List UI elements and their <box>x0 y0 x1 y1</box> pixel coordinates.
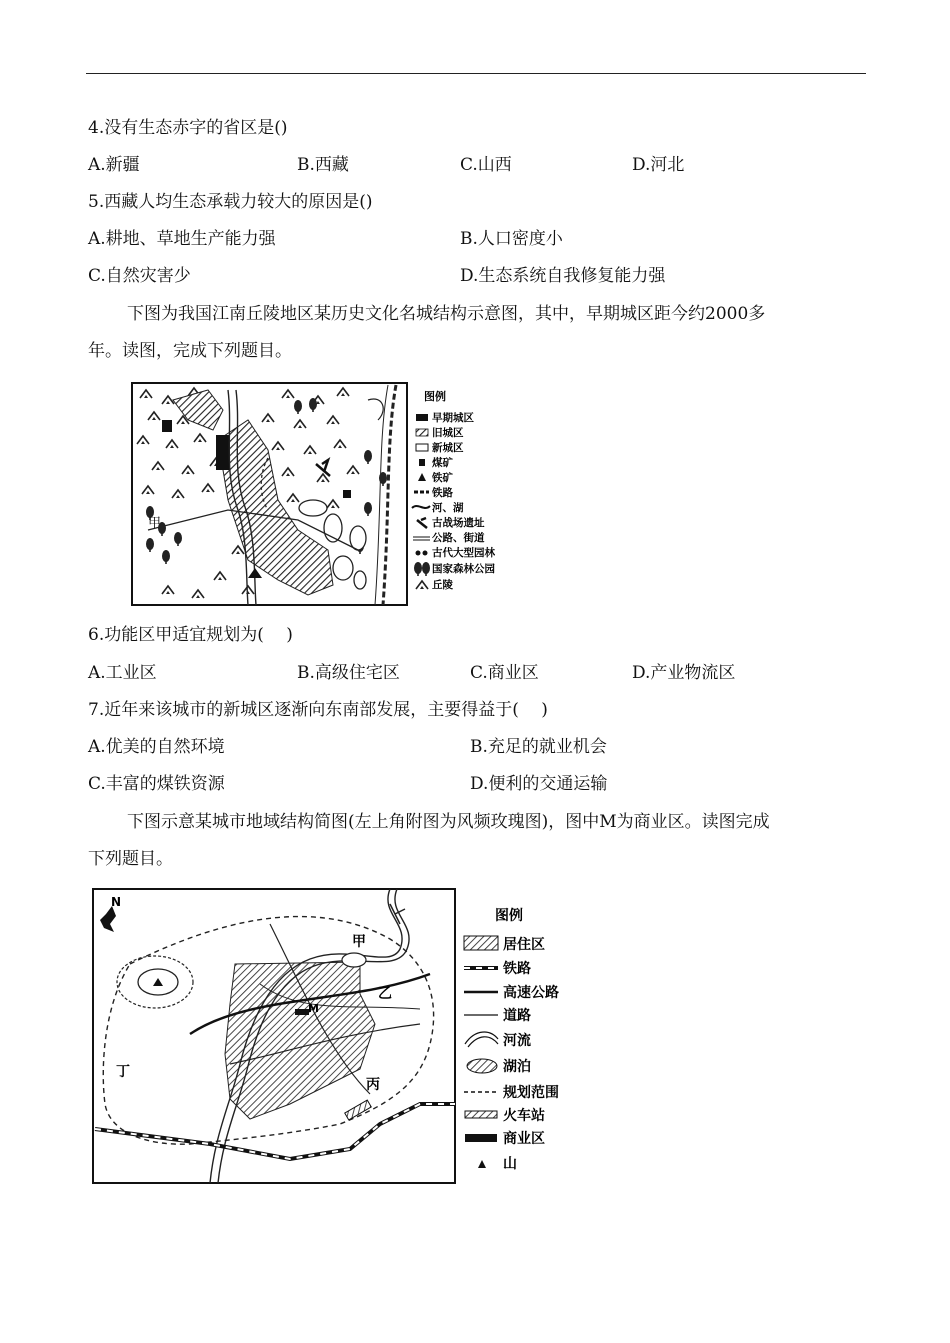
svg-text:山: 山 <box>503 1156 517 1172</box>
q4-option-c: C.山西 <box>460 155 512 175</box>
svg-text:煤矿: 煤矿 <box>432 457 453 469</box>
q7-option-a: A.优美的自然环境 <box>88 737 225 757</box>
early-city-area <box>216 435 230 470</box>
svg-text:商业区: 商业区 <box>503 1131 545 1147</box>
svg-text:河流: 河流 <box>503 1033 531 1049</box>
q4-option-d: D.河北 <box>632 155 685 175</box>
q7-option-d: D.便利的交通运输 <box>470 774 608 794</box>
svg-text:道路: 道路 <box>503 1008 531 1024</box>
map2-label-yi: 乙 <box>378 986 392 1002</box>
map1-legend <box>412 411 495 591</box>
q6-stem: 6.功能区甲适宜规划为( ) <box>88 625 293 645</box>
svg-text:古战场遗址: 古战场遗址 <box>432 517 485 529</box>
svg-text:铁矿: 铁矿 <box>432 472 453 484</box>
commercial-area-m <box>295 1009 309 1015</box>
map2-label-jia: 甲 <box>352 934 366 950</box>
coal-mine-icon <box>343 490 351 498</box>
map2-label-bing: 丙 <box>366 1077 380 1093</box>
header-rule <box>86 73 866 74</box>
q7-option-c: C.丰富的煤铁资源 <box>88 774 225 794</box>
svg-text:高速公路: 高速公路 <box>503 985 559 1001</box>
map1-legend-title: 图例 <box>424 390 446 403</box>
map2-label-m: M <box>308 1002 319 1015</box>
passage1-line2: 年。读图，完成下列题目。 <box>88 341 292 361</box>
svg-text:丘陵: 丘陵 <box>432 579 453 591</box>
city-structure-map <box>128 380 528 608</box>
urban-structure-map <box>90 884 590 1188</box>
q7-option-b: B.充足的就业机会 <box>470 737 607 757</box>
svg-text:铁路: 铁路 <box>503 961 531 977</box>
svg-text:火车站: 火车站 <box>503 1108 545 1124</box>
q4-option-b: B.西藏 <box>297 155 349 175</box>
svg-text:铁路: 铁路 <box>432 487 453 499</box>
map2-legend-title: 图例 <box>495 908 523 924</box>
svg-text:规划范围: 规划范围 <box>503 1085 559 1101</box>
svg-text:公路、街道: 公路、街道 <box>432 532 485 544</box>
q6-option-b: B.高级住宅区 <box>297 663 400 683</box>
map2-legend <box>464 936 559 1172</box>
q7-stem: 7.近年来该城市的新城区逐渐向东南部发展，主要得益于( ) <box>88 700 548 720</box>
svg-text:旧城区: 旧城区 <box>432 427 464 439</box>
q6-option-a: A.工业区 <box>88 663 157 683</box>
map2-label-ding: 丁 <box>116 1064 130 1080</box>
q6-option-d: D.产业物流区 <box>632 663 736 683</box>
svg-text:居住区: 居住区 <box>503 937 545 953</box>
passage2-line1: 下图示意某城市地域结构简图(左上角附图为风频玫瑰图)，图中M为商业区。读图完成 <box>127 812 770 832</box>
q6-option-c: C.商业区 <box>470 663 539 683</box>
svg-text:国家森林公园: 国家森林公园 <box>432 563 495 575</box>
svg-text:新城区: 新城区 <box>432 442 464 454</box>
svg-text:河、湖: 河、湖 <box>432 502 464 514</box>
svg-text:湖泊: 湖泊 <box>503 1059 531 1075</box>
q5-option-c: C.自然灾害少 <box>88 266 191 286</box>
q4-option-a: A.新疆 <box>88 155 140 175</box>
q5-option-a: A.耕地、草地生产能力强 <box>88 229 276 249</box>
map1-label-jia: 甲 <box>148 516 162 531</box>
passage1-line1: 下图为我国江南丘陵地区某历史文化名城结构示意图，其中，早期城区距今约2000多 <box>127 304 766 324</box>
q5-stem: 5.西藏人均生态承载力较大的原因是() <box>88 192 373 212</box>
q5-option-b: B.人口密度小 <box>460 229 563 249</box>
svg-text:古代大型园林: 古代大型园林 <box>432 547 495 559</box>
passage2-line2: 下列题目。 <box>88 849 173 869</box>
map2-north-label: N <box>111 895 122 909</box>
q4-stem: 4.没有生态赤字的省区是() <box>88 118 288 138</box>
svg-text:早期城区: 早期城区 <box>432 412 474 424</box>
q5-option-d: D.生态系统自我修复能力强 <box>460 266 666 286</box>
